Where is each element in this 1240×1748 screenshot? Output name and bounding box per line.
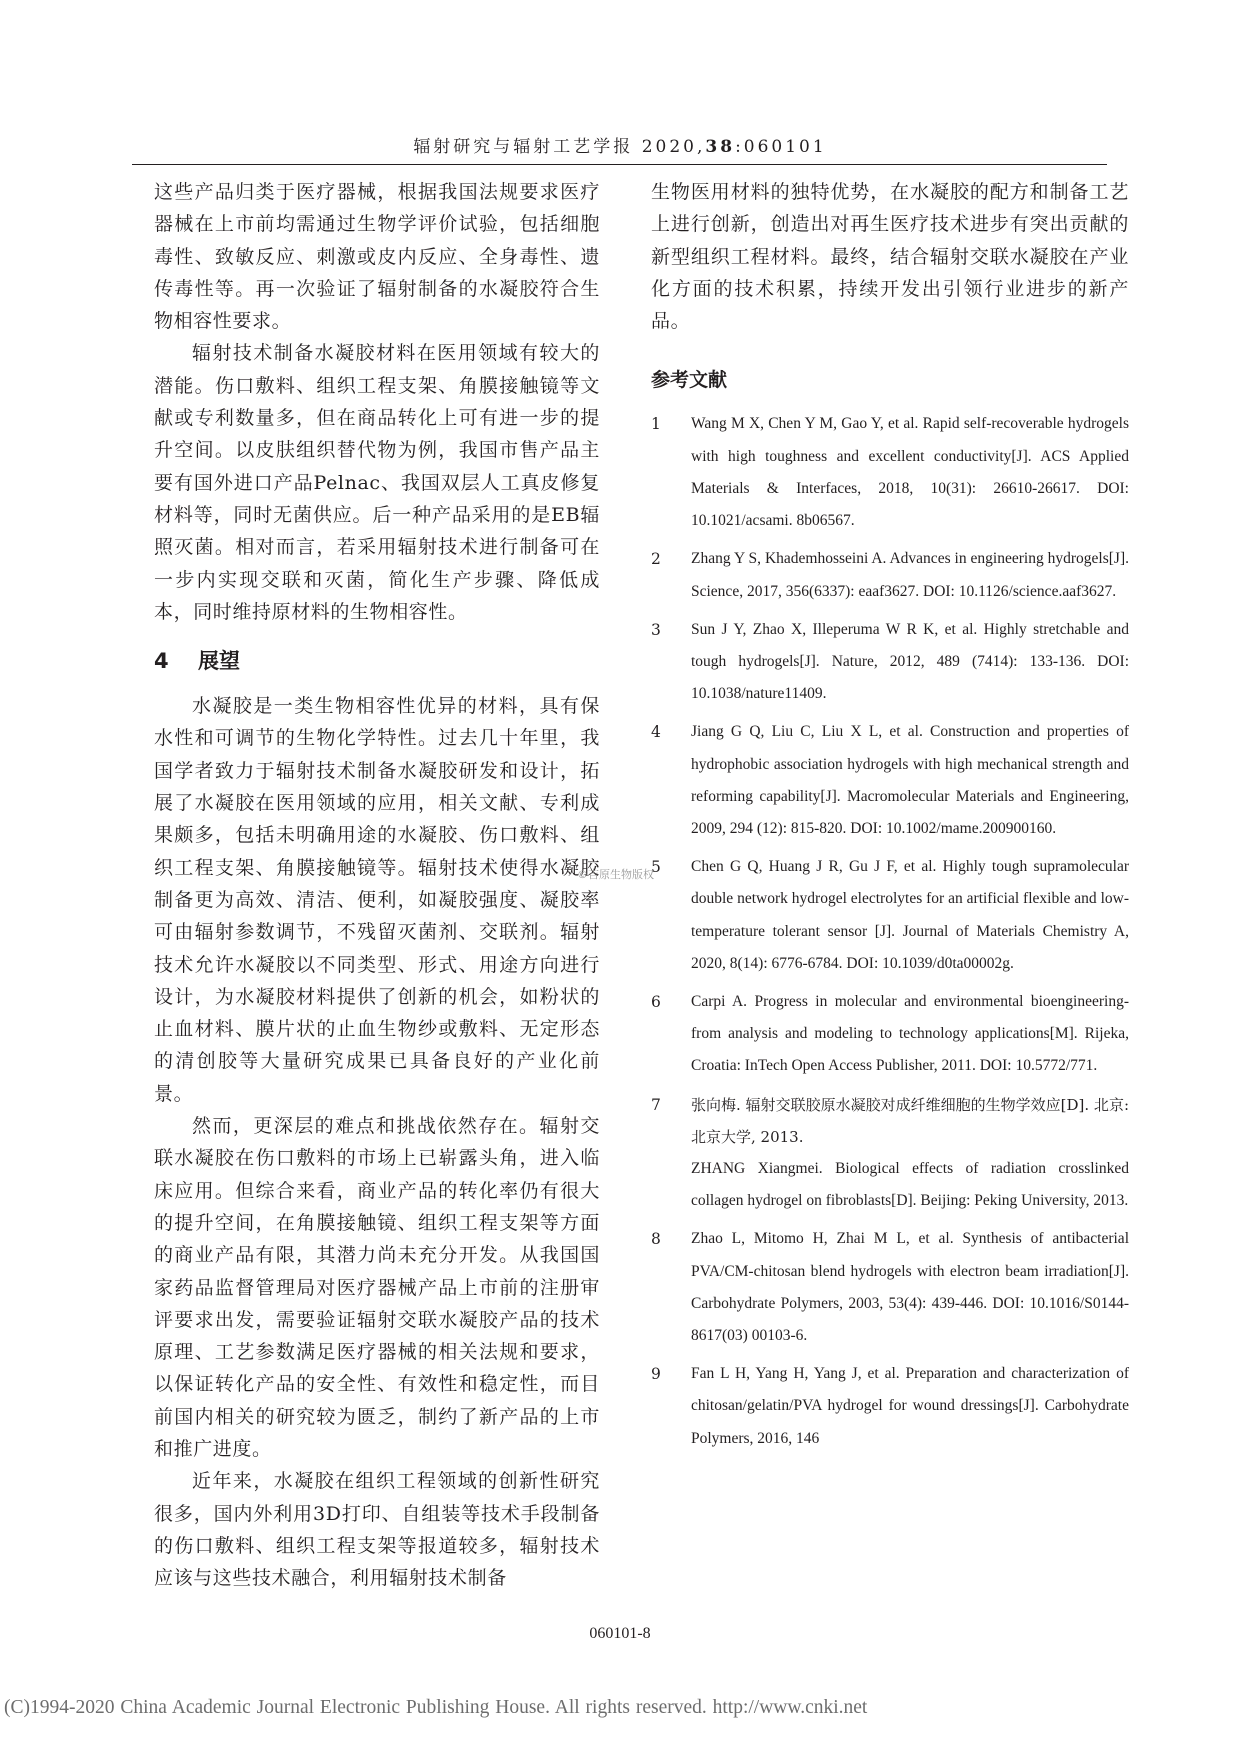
page-number: 060101-8: [589, 1625, 651, 1642]
reference-number: 7: [651, 1095, 661, 1114]
reference-number: 3: [651, 620, 661, 639]
reference-item: [651, 1223, 1129, 1352]
reference-text: Wang M X, Chen Y M, Gao Y, et al. Rapid self-recoverable hydrogels with high toughness and excellent conductivity[J]. ACS Applied Materials & Interfaces, 2018, 10(31): 26610-26617. DOI: 10.1021/acsami. 8b06567.: [691, 415, 1129, 530]
reference-text: Zhao L, Mitomo H, Zhai M L, et al. Synthesis of antibacterial PVA/CM-chitosan blend hydrogels with electron beam irradiation[J]. Carbohydrate Polymers, 2003, 53(4): 439-446. DOI: 10.1016/S0144-8617(03) 00103-6.: [691, 1230, 1129, 1344]
reference-item: [651, 986, 1129, 1083]
watermark: ©吉原生物版权: [577, 868, 654, 881]
reference-text: Chen G Q, Huang J R, Gu J F, et al. Highly tough supramolecular double network hydrogel electrolytes for an artificial flexible and low-temperature tolerant sensor [J]. Journal of Materials Chemistry A, 2020, 8(14): 6776-6784. DOI: 10.1039/d0ta00002g.: [691, 858, 1129, 972]
paragraph-5: 近年来，水凝胶在组织工程领域的创新性研究很多，国内外利用3D打印、自组装等技术手段制备的伤口敷料、组织工程支架等报道较多，辐射技术应该与这些技术融合，利用辐射技术制备: [154, 1470, 600, 1590]
paragraph-4: 然而，更深层的难点和挑战依然存在。辐射交联水凝胶在伤口敷料的市场上已崭露头角，进入临床应用。但综合来看，商业产品的转化率仍有很大的提升空间，在角膜接触镜、组织工程支架等方面的商业产品有限，其潜力尚未充分开发。从我国国家药品监督管理局对医疗器械产品上市前的注册审评要求出发，需要验证辐射交联水凝胶产品的技术原理、工艺参数满足医疗器械的相关法规和要求，以保证转化产品的安全性、有效性和稳定性，而目前国内相关的研究较为匮乏，制约了新产品的上市和推广进度。: [154, 1115, 600, 1460]
right-column: [651, 176, 1129, 1461]
paragraph-1: 这些产品归类于医疗器械，根据我国法规要求医疗器械在上市前均需通过生物学评价试验，包括细胞毒性、致敏反应、刺激或皮内反应、全身毒性、遗传毒性等。再一次验证了辐射制备的水凝胶符合生物相容性要求。: [154, 181, 600, 333]
section-number: 4: [154, 649, 169, 674]
references-heading: 参考文献: [651, 369, 728, 392]
reference-text: Zhang Y S, Khademhosseini A. Advances in engineering hydrogels[J]. Science, 2017, 356(6337): eaaf3627. DOI: 10.1126/science.aaf3627.: [691, 550, 1129, 600]
reference-item: [651, 408, 1129, 537]
section-title: 展望: [198, 649, 240, 674]
reference-text: Jiang G Q, Liu C, Liu X L, et al. Construction and properties of hydrophobic association hydrogels with high mechanical strength and reforming capability[J]. Macromolecular Materials and Engineering, 2009, 294 (12): 815-820. DOI: 10.1002/mame.200900160.: [691, 723, 1129, 837]
reference-number: 4: [651, 723, 661, 742]
reference-item: [651, 851, 1129, 980]
reference-text: Carpi A. Progress in molecular and environmental bioengineering-from analysis and modeling to technology applications[M]. Rijeka, Croatia: InTech Open Access Publisher, 2011. DOI: 10.5772/771.: [691, 992, 1129, 1075]
reference-text: Sun J Y, Zhao X, Illeperuma W R K, et al. Highly stretchable and tough hydrogels[J]. Nature, 2012, 489 (7414): 133-136. DOI: 10.1038/nature11409.: [691, 620, 1129, 703]
reference-number: 5: [651, 858, 661, 877]
reference-text-chinese: 张向梅. 辐射交联胶原水凝胶对成纤维细胞的生物学效应[D]. 北京: 北京大学, 2013.: [691, 1095, 1129, 1146]
paragraph-3: 水凝胶是一类生物相容性优异的材料，具有保水性和可调节的生物化学特性。过去几十年里，我国学者致力于辐射技术制备水凝胶研发和设计，拓展了水凝胶在医用领域的应用，相关文献、专利成果颇多，包括未明确用途的水凝胶、伤口敷料、组织工程支架、角膜接触镜等。辐射技术使得水凝胶制备更为高效、清洁、便利，如凝胶强度、凝胶率可由辐射参数调节，不残留灭菌剂、交联剂。辐射技术允许水凝胶以不同类型、形式、用途方向进行设计，为水凝胶材料提供了创新的机会，如粉状的止血材料、膜片状的止血生物纱或敷料、无定形态的清创胶等大量研究成果已具备良好的产业化前景。: [154, 695, 600, 1105]
reference-item: [651, 614, 1129, 711]
reference-list: [651, 408, 1129, 1454]
paragraph-continued: 生物医用材料的独特优势，在水凝胶的配方和制备工艺上进行创新，创造出对再生医疗技术进步有突出贡献的新型组织工程材料。最终，结合辐射交联水凝胶在产业化方面的技术积累，持续开发出引领行业进步的新产品。: [651, 181, 1129, 333]
header-rule: [132, 164, 1107, 165]
reference-item: [651, 716, 1129, 845]
reference-item: [651, 1089, 1129, 1218]
section-heading: [154, 644, 600, 678]
volume-number: 38: [705, 137, 736, 157]
reference-text: Fan L H, Yang H, Yang J, et al. Preparation and characterization of chitosan/gelatin/PVA hydrogel for wound dressings[J]. Carbohydrate Polymers, 2016, 146: [691, 1365, 1129, 1447]
reference-number: 2: [651, 550, 661, 569]
reference-item: [651, 1358, 1129, 1455]
reference-number: 8: [651, 1230, 661, 1249]
journal-name: 辐射研究与辐射工艺学报 2020,: [413, 137, 706, 157]
paragraph-2: 辐射技术制备水凝胶材料在医用领域有较大的潜能。伤口敷料、组织工程支架、角膜接触镜等文献或专利数量多，但在商品转化上可有进一步的提升空间。以皮肤组织替代物为例，我国市售产品主要有国外进口产品Pelnac、我国双层人工真皮修复材料等，同时无菌供应。后一种产品采用的是EB辐照灭菌。相对而言，若采用辐射技术进行制备可在一步内实现交联和灭菌，简化生产步骤、降低成本，同时维持原材料的生物相容性。: [154, 342, 600, 623]
article-number: :060101: [735, 137, 827, 157]
reference-number: 6: [651, 992, 661, 1011]
reference-text-english: ZHANG Xiangmei. Biological effects of radiation crosslinked collagen hydrogel on fibroblasts[D]. Beijing: Peking University, 2013.: [691, 1159, 1129, 1210]
running-header: [0, 132, 1240, 157]
reference-number: 9: [651, 1365, 661, 1384]
copyright-footer: (C)1994-2020 China Academic Journal Electronic Publishing House. All rights reserved. http://www.cnki.net: [4, 1697, 868, 1718]
reference-number: 1: [651, 415, 661, 434]
left-column: [154, 176, 600, 1594]
reference-item: [651, 543, 1129, 607]
